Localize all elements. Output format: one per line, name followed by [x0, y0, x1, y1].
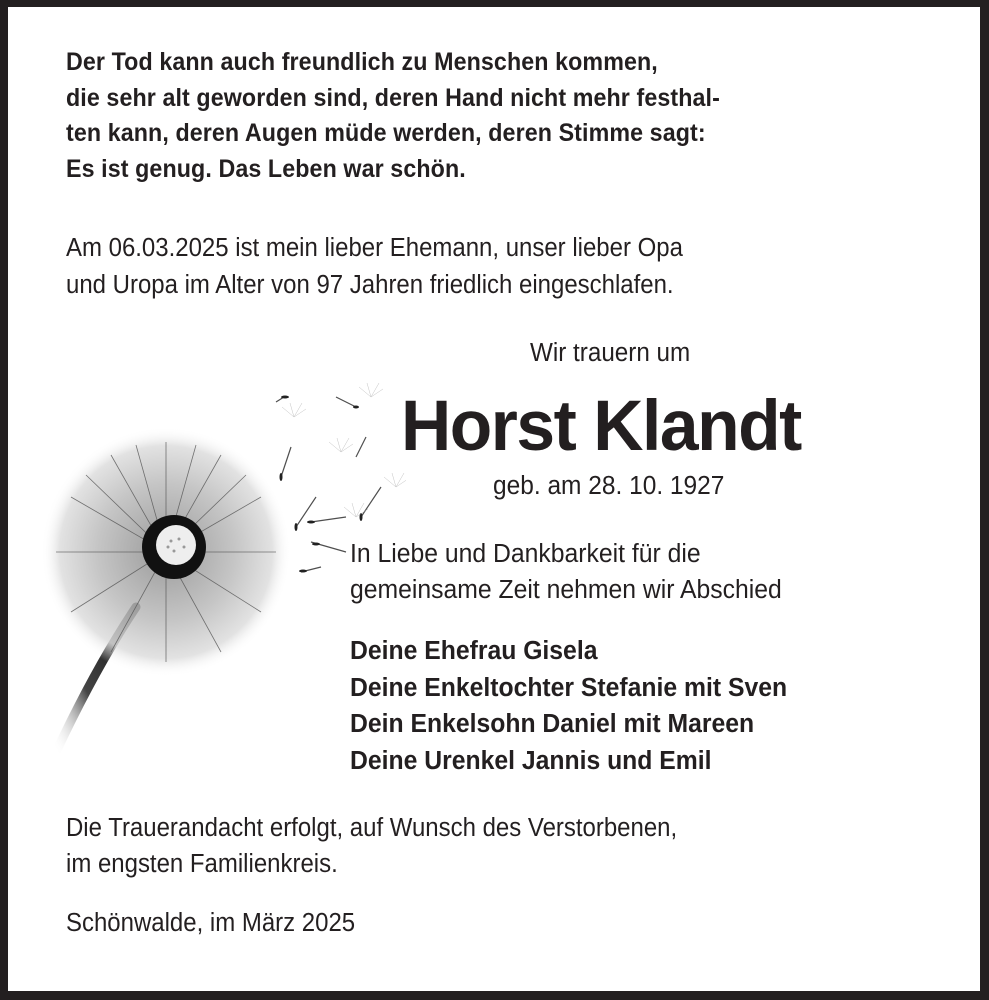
family-member: Deine Urenkel Jannis und Emil: [350, 746, 712, 775]
service-note: [66, 810, 677, 882]
farewell-line: In Liebe und Dankbarkeit für die: [350, 540, 701, 568]
poem-line: ten kann, deren Augen müde werden, deren Stimme sagt:: [66, 119, 706, 147]
family-member: Deine Enkeltochter Stefanie mit Sven: [350, 673, 788, 702]
poem-line: Es ist genug. Das Leben war schön.: [66, 154, 466, 183]
poem-line: Der Tod kann auch freundlich zu Menschen kommen,: [66, 48, 658, 76]
place-date: Schönwalde, im März 2025: [66, 909, 356, 937]
farewell-text: [350, 536, 782, 608]
mourning-intro: Wir trauern um: [530, 339, 691, 367]
family-list: [350, 633, 787, 779]
service-line: Die Trauerandacht erfolgt, auf Wunsch des Verstorbenen,: [66, 814, 678, 842]
farewell-line: gemeinsame Zeit nehmen wir Abschied: [350, 576, 782, 604]
family-member: Deine Ehefrau Gisela: [350, 637, 598, 665]
dandelion-illustration-icon: [26, 367, 406, 767]
service-line: im engsten Familienkreis.: [66, 850, 338, 878]
announcement-line: und Uropa im Alter von 97 Jahren friedlich eingeschlafen.: [66, 271, 674, 299]
poem-quote: [66, 45, 720, 187]
announcement-line: Am 06.03.2025 ist mein lieber Ehemann, unser lieber Opa: [66, 234, 683, 262]
poem-line: die sehr alt geworden sind, deren Hand nicht mehr festhal-: [66, 83, 720, 112]
death-announcement: [66, 230, 683, 304]
obituary-card: [8, 7, 980, 991]
birth-date: geb. am 28. 10. 1927: [493, 472, 725, 500]
deceased-name: Horst Klandt: [401, 387, 801, 466]
family-member: Dein Enkelsohn Daniel mit Mareen: [350, 710, 755, 738]
